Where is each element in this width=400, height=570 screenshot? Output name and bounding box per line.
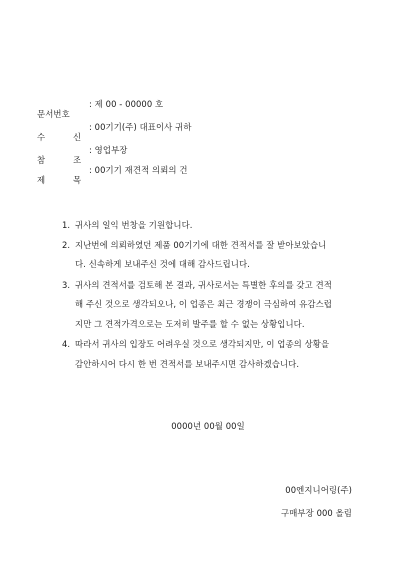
paragraph-line: 지난번에 의뢰하였던 제품 00기기에 대한 견적서를 잘 받아보았습니 <box>75 240 327 250</box>
paragraph-line: 해 주신 것으로 생각되오나, 이 업종은 최근 경쟁이 극심하여 유감스럽 <box>75 299 332 309</box>
recipient-value: : 00기기(주) 대표이사 귀하 <box>89 122 192 132</box>
recipient-label-a: 수 <box>37 132 46 142</box>
paragraph-line: 따라서 귀사의 입장도 어려우실 것으로 생각되지만, 이 업종의 상황을 <box>75 339 330 349</box>
paragraph-number: 2. <box>62 240 71 250</box>
reference-value: : 영업부장 <box>89 145 128 155</box>
sender-name: 구매부장 000 올림 <box>281 508 352 518</box>
subject-label-a: 제 <box>37 175 46 185</box>
paragraph-number: 1. <box>62 220 71 230</box>
doc-number-label-text: 문서번호 <box>37 109 70 119</box>
recipient-label-b: 신 <box>73 132 82 142</box>
reference-label-a: 참 <box>37 155 46 165</box>
doc-number-row <box>37 97 164 119</box>
letter-date: 0000년 00월 00일 <box>171 421 245 431</box>
paragraph-number: 3. <box>62 280 71 290</box>
paragraph-line: 귀사의 일익 번창을 기원합니다. <box>75 220 193 230</box>
paragraph-line: 감안하시어 다시 한 번 견적서를 보내주시면 감사하겠습니다. <box>75 359 300 369</box>
paragraph-line: 지만 그 견적가격으로는 도저히 발주를 할 수 없는 상황입니다. <box>75 319 305 329</box>
subject-value: : 00기기 재견적 의뢰의 건 <box>89 165 188 175</box>
sender-company: 00엔지니어링(주) <box>285 485 352 495</box>
reference-label-b: 조 <box>73 155 82 165</box>
paragraph-line: 귀사의 견적서를 검토해 본 결과, 귀사로서는 특별한 후의를 갖고 견적 <box>75 280 332 290</box>
doc-number-value: : 제 00 - 00000 호 <box>89 99 164 109</box>
paragraph-number: 4. <box>62 339 71 349</box>
subject-label-b: 목 <box>73 175 82 185</box>
reference-row <box>37 143 128 165</box>
subject-row <box>37 163 188 185</box>
recipient-row <box>37 120 192 142</box>
paragraph-line: 다. 신속하게 보내주신 것에 대해 감사드립니다. <box>75 259 250 269</box>
